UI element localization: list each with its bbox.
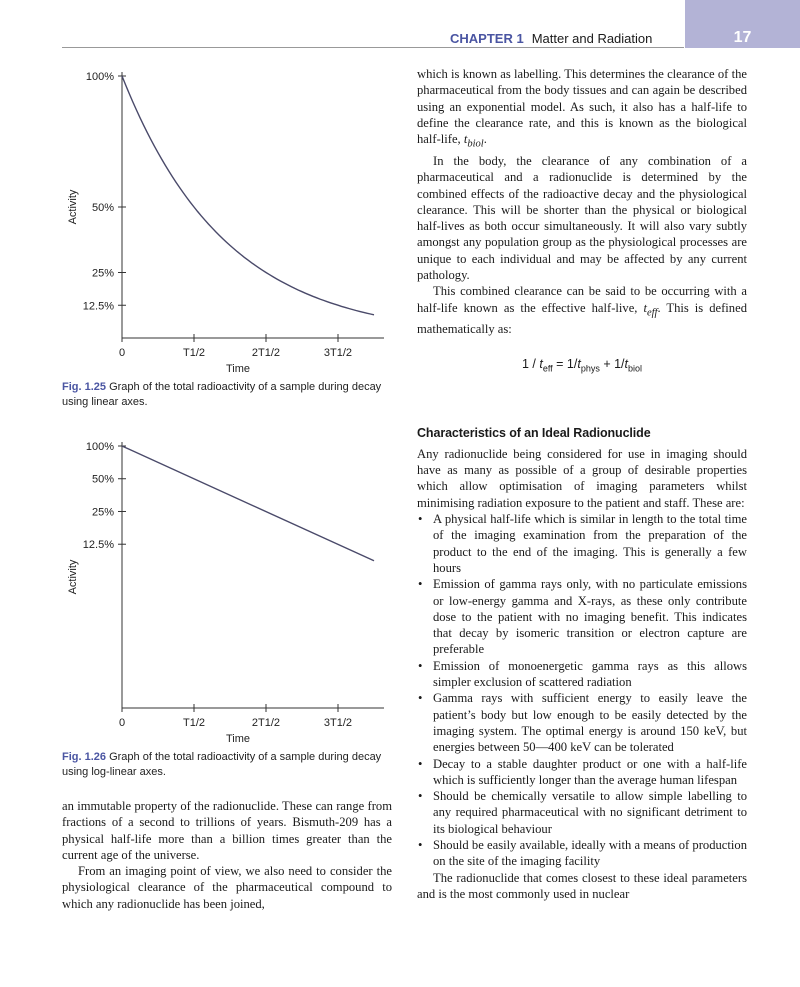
header-rule xyxy=(62,47,684,48)
page-number: 17 xyxy=(733,29,752,46)
x-tick-label: 0 xyxy=(118,717,126,729)
paragraph: an immutable property of the radionuclide. These can range from fractions of a second to trillions of years. Bismuth-209 has a physical half-life more than a billion times greater than the current age of the universe. xyxy=(62,799,392,862)
chapter-title: Matter and Radiation xyxy=(531,31,653,46)
chapter-number: CHAPTER 1 xyxy=(450,31,524,46)
list-item: • Should be chemically versatile to allow simple labelling to any required pharmaceutical with no significant detriment to its biological behaviour xyxy=(417,788,747,837)
x-tick-label: 2T1/2 xyxy=(251,347,281,359)
y-tick-label: 100% xyxy=(85,71,114,83)
section-heading: Characteristics of an Ideal Radionuclide xyxy=(417,425,651,440)
property-list xyxy=(417,511,747,870)
paragraph: In the body, the clearance of any combination of a pharmaceutical and a radionuclide is determined by the combined effects of the radioactive decay and the physiological clearance. This will be shorter than the physical or biological half-lives as both occur simultaneously. It will also vary subtly amongst any population group as the physiological processes are unique to each individual and may be affected by any current pathology. xyxy=(417,154,747,283)
paragraph: This combined clearance can be said to be occurring with a half-life known as the effective half-live, $t_{eff}$. This is defined mathematically as: xyxy=(417,284,747,337)
paragraph: The radionuclide that comes closest to these ideal parameters and is the most commonly used in nuclear xyxy=(417,870,747,901)
y-axis-label: Activity xyxy=(67,559,79,595)
list-item: • Emission of gamma rays only, with no particulate emissions or low-energy gamma and X-rays, as these only contribute dose to the patient with no imaging benefit. This indicates that decay by isomeric transition or electron capture are preferable xyxy=(417,576,747,657)
right-column-body xyxy=(417,66,747,902)
y-axis-label: Activity xyxy=(67,189,79,225)
figure-1-26 xyxy=(60,432,395,755)
y-tick-label: 50% xyxy=(91,202,114,214)
figure-1-26-chart xyxy=(60,432,395,750)
list-item: • Should be easily available, ideally with a means of production on the site of the imaging facility xyxy=(417,837,747,870)
figure-1-25-chart xyxy=(60,62,395,380)
figure-1-25-caption xyxy=(62,380,392,410)
figure-1-26-caption xyxy=(62,750,392,780)
left-column-body xyxy=(62,798,392,912)
page-number-tab xyxy=(685,0,800,48)
y-tick-label: 25% xyxy=(91,506,114,519)
x-tick-label: T1/2 xyxy=(182,717,206,729)
caption-text: Graph of the total radioactivity of a sample during decay using log-linear axes. xyxy=(62,751,382,778)
y-tick-label: 12.5% xyxy=(82,300,114,313)
decay-curve xyxy=(122,446,374,561)
x-axis-label: Time xyxy=(225,363,251,375)
running-header xyxy=(450,31,652,46)
caption-label: Fig. 1.25 xyxy=(62,381,107,393)
list-item: • Gamma rays with sufficient energy to easily leave the patient’s body but low enough to be easily detected by the imaging system. The optimal energy is around 150 keV, but energies between 50—400 keV can be tolerated xyxy=(417,690,747,755)
x-tick-label: 3T1/2 xyxy=(323,717,353,729)
y-tick-label: 100% xyxy=(85,441,114,453)
y-tick-label: 12.5% xyxy=(82,539,114,552)
paragraph: Any radionuclide being considered for use in imaging should have as many as possible of a group of desirable properties which allow optimisation of imaging parameters whilst minimising radiation exposure to the patient and staff. These are: xyxy=(417,446,747,510)
paragraph: From an imaging point of view, we also need to consider the physiological clearance of the pharmaceutical compound to which any radionuclide has been joined, xyxy=(62,864,392,911)
list-item: • A physical half-life which is similar in length to the total time of the imaging examination from the preparation of the product to the end of the imaging. This is generally a few hours xyxy=(417,511,747,576)
x-tick-label: 2T1/2 xyxy=(251,717,281,729)
list-item: • Decay to a stable daughter product or one with a half-life which is sufficiently longer than the average human lifespan xyxy=(417,756,747,789)
figure-1-25 xyxy=(60,62,395,385)
decay-curve xyxy=(122,76,374,315)
list-item: • Emission of monoenergetic gamma rays as this allows simpler exclusion of scattered radiation xyxy=(417,658,747,691)
paragraph: which is known as labelling. This determines the clearance of the pharmaceutical from the body tissues and can again be described using an exponential model. As such, it also has a half-life to define the clearance rate, and this is known as the biological half-life, $t_{biol}$. xyxy=(417,67,747,150)
y-tick-label: 25% xyxy=(91,267,114,280)
x-tick-label: 0 xyxy=(118,347,126,359)
x-tick-label: T1/2 xyxy=(182,347,206,359)
caption-label: Fig. 1.26 xyxy=(62,751,107,763)
y-tick-label: 50% xyxy=(91,473,114,486)
x-axis-label: Time xyxy=(225,733,251,745)
x-tick-label: 3T1/2 xyxy=(323,347,353,359)
caption-text: Graph of the total radioactivity of a sample during decay using linear axes. xyxy=(62,381,382,408)
effective-half-life-equation: $1 / t_{eff} = 1/t_{phys} + 1/t_{biol}$ xyxy=(521,356,643,374)
